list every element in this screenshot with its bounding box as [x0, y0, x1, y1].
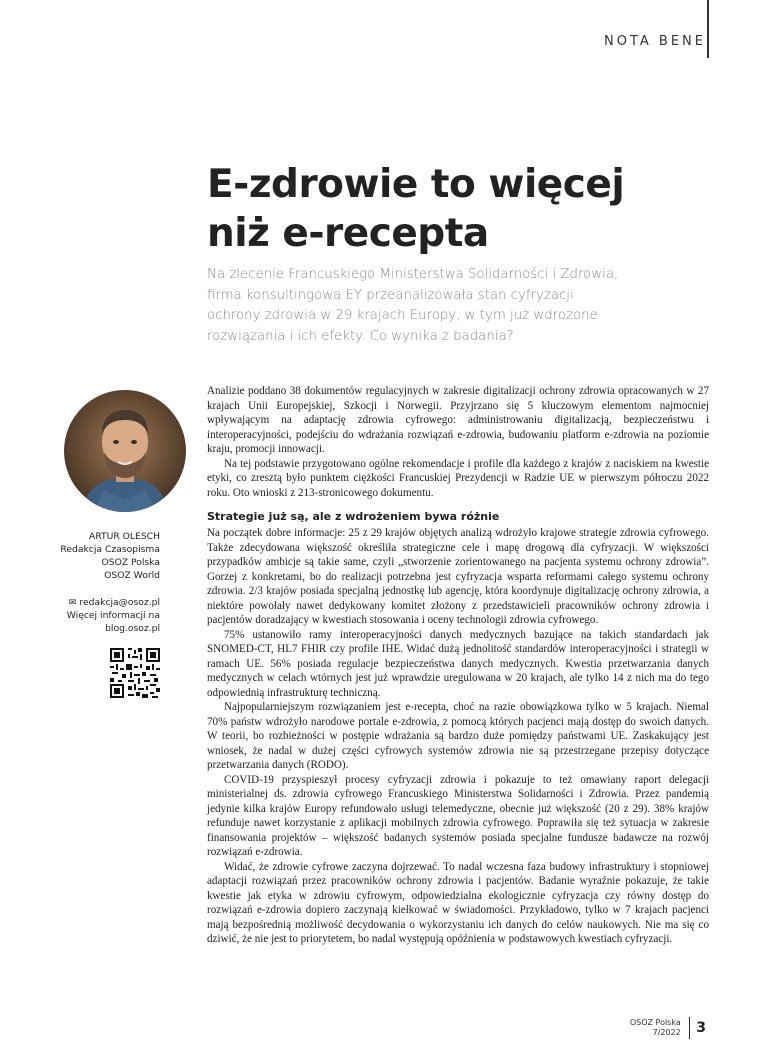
paragraph: Najpopularniejszym rozwiązaniem jest e-recepta, choć na razie obowiązkowa tylko w 5 krajach. Niemal 70% państw wdrożyło narodowe portale e-zdrowia, z pomocą których pacjenci mają dostęp do swoich danych. W teorii, bo rozbieżności w postępie wdrażania są bardzo duże pomiędzy państwami UE. Zaskakujący jest wniosek, że nadal w dużej części cyfrowych systemów zdrowia nie są przestrzegane przepisy dotyczące przetwarzania danych (RODO).	[207, 701, 709, 771]
envelope-icon: ✉	[68, 597, 77, 608]
article-body	[207, 384, 709, 947]
author-role-2: OSOZ Polska	[101, 557, 160, 568]
publication-info	[630, 1018, 681, 1038]
paragraph: 75% ustanowiło ramy interoperacyjności danych medycznych bazujące na takich standardach jak SNOMED-CT, HL7 FHIR czy profile IHE. Widać dużą jednolitość standardów interoperacyjności i strategii w ramach UE. 56% posiada regulacje bezpieczeństwa danych medycznych. Kwestia przetwarzania danych medycznych w celach wtórnych jest już wprawdzie uregulowana w 20 krajach, ale tylko 14 z nich ma do tego odpowiednią infrastrukturę techniczną.	[207, 628, 709, 699]
author-more-info: Więcej informacji na	[66, 610, 160, 621]
author-portrait-icon	[64, 390, 186, 512]
article-lead: Na zlecenie Francuskiego Ministerstwa Solidarności i Zdrowia, firma konsultingowa EY przeanalizowała stan cyfryzacji ochrony zdrowia w 29 krajach Europy, w tym już wdrożone rozwiązania i ich efekty. Co wynika z badania?	[207, 267, 619, 344]
footer-divider	[689, 1017, 691, 1039]
paragraph: Analizie poddano 38 dokumentów regulacyjnych w zakresie digitalizacji ochrony zdrowia opracowanych w 27 krajach Unii Europejskiej, Szkocji i Norwegii. Przyjrzano się 5 kluczowym elementom najmocniej wpływającym na adaptację zdrowia cyfrowego: administrowaniu digitalizacją, bezpieczeństwu i interoperacyjności, podejściu do wdrażania rozwiązań e-zdrowia, budowaniu platform e-zdrowia na poziomie kraju, promocji innowacji.	[207, 385, 709, 455]
paragraph: COVID-19 przyspieszył procesy cyfryzacji zdrowia i pokazuje to też omawiany raport delegacji ministerialnej ds. zdrowia cyfrowego Francuskiego Ministerstwa Solidarności i Zdrowia. Przez pandemią jedynie kilka krajów Europy refundowało usługi telemedyczne, obecnie już większość (20 z 29). 38% krajów refunduje nawet korzystanie z aplikacji mobilnych zdrowia cyfrowego. Poprawiła się też sytuacja w zakresie finansowania projektów – większość badanych systemów posiada specjalne fundusze badawcze na rozwój rozwiązań e-zdrowia.	[207, 773, 709, 858]
article-title	[207, 160, 687, 258]
title-line-1: E-zdrowie to więcej	[207, 162, 625, 207]
author-blog-link[interactable]: blog.osoz.pl	[105, 623, 160, 634]
header-rule	[707, 0, 709, 58]
publication-issue: 7/2022	[652, 1028, 681, 1037]
page-footer	[630, 1017, 706, 1039]
publication-name: OSOZ Polska	[629, 1018, 681, 1027]
section-label: NOTA BENE	[604, 34, 706, 49]
author-role-1: Redakcja Czasopisma	[60, 544, 160, 555]
author-role-3: OSOZ World	[104, 570, 160, 581]
title-line-2: niż e-recepta	[207, 211, 489, 256]
author-email-row	[40, 596, 160, 609]
page-number: 3	[696, 1020, 706, 1036]
paragraph: Na początek dobre informacje: 25 z 29 krajów objętych analizą wdrożyło krajowe strategie zdrowia cyfrowego. Także zdecydowana większość określiła strategiczne cele i mapę drogową dla cyfryzacji. W większości przypadków ambicje są takie same, czyli „stworzenie zorientowanego na pacjenta systemu ochrony zdrowia”. Gorzej z konkretami, bo do realizacji potrzebna jest cyfryzacja wsparta reformami całego systemu ochrony zdrowia. 2/3 krajów posiada specjalną jednostkę lub agencję, która koordynuje digitalizację ochrony zdrowia, a niektóre powołały nawet dedykowany komitet złożony z przedstawicieli pracowników ochrony zdrowia i pacjentów doradzający w kwestiach stosowania i oceny technologii zdrowia cyfrowego.	[207, 527, 709, 626]
author-name: ARTUR OLESCH	[89, 531, 160, 542]
paragraph: Widać, że zdrowie cyfrowe zaczyna dojrzewać. To nadal wczesna faza budowy infrastruktury i stopniowej adaptacji rozwiązań przez pracowników ochrony zdrowia i pacjentów. Badanie wyraźnie pokazuje, że takie kwestie jak etyka w zdrowiu cyfrowym, odpowiedzialna ekologicznie cyfryzacja czy równy dostęp do rozwiązań e-zdrowia dopiero zaczynają kiełkować w świadomości. Przykładowo, tylko w 7 krajach pacjenci mają bezpośrednią możliwość decydowania o wykorzystaniu ich danych do celów naukowych. Nie ma się co dziwić, że nie jest to priorytetem, bo nadal występują opóźnienia w podstawowych kwestiach cyfryzacji.	[207, 860, 709, 945]
qr-code-icon[interactable]	[110, 648, 160, 698]
author-photo	[64, 390, 186, 512]
paragraph: Na tej podstawie przygotowano ogólne rekomendacje i profile dla każdego z krajów z naciskiem na kwestie etyki, co zresztą było punktem ciężkości Francuskiej Prezydencji w Radzie UE w pierwszym półroczu 2022 roku. Oto wnioski z 213-stronicowego dokumentu.	[207, 457, 709, 499]
author-email[interactable]: redakcja@osoz.pl	[79, 597, 160, 608]
author-box	[40, 530, 160, 635]
subheading: Strategie już są, ale z wdrożeniem bywa różnie	[207, 510, 500, 523]
